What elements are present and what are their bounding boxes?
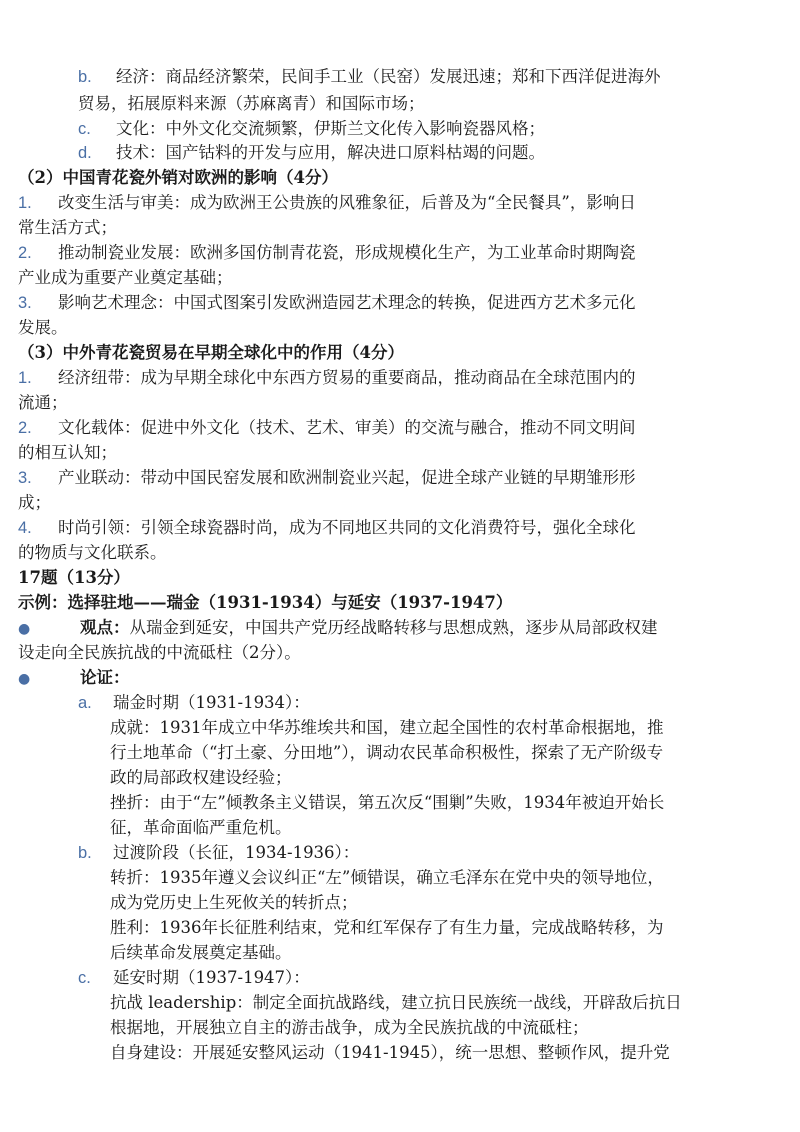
view-point xyxy=(18,618,658,640)
list-marker: 2. xyxy=(18,419,32,437)
list-item-continuation: 贸易，拓展原料来源（苏麻离青）和国际市场； xyxy=(78,94,425,113)
point-line: 抗战 leadership：制定全面抗战路线，建立抗日民族统一战线，开辟敌后抗日 xyxy=(110,993,682,1012)
list-item-continuation: 发展。 xyxy=(18,318,68,337)
list-item xyxy=(78,143,545,165)
list-item-text: 技术：国产钴料的开发与应用，解决进口原料枯竭的问题。 xyxy=(116,143,545,162)
list-marker: a. xyxy=(78,694,92,712)
list-item xyxy=(18,293,636,315)
period-heading xyxy=(78,843,359,865)
list-marker: 4. xyxy=(18,519,32,537)
list-item-text: 影响艺术理念：中国式图案引发欧洲造园艺术理念的转换，促进西方艺术多元化 xyxy=(58,293,636,312)
view-continuation: 设走向全民族抗战的中流砥柱（2分）。 xyxy=(18,643,301,662)
point-line: 后续革命发展奠定基础。 xyxy=(110,943,292,962)
list-item-continuation: 成； xyxy=(18,493,51,512)
list-item xyxy=(78,119,545,141)
question-title: 17题（13分） xyxy=(18,568,130,587)
point-line: 挫折：由于“左”倾教条主义错误，第五次反“围剿”失败，1934年被迫开始长 xyxy=(110,793,665,812)
list-item-text: 推动制瓷业发展：欧洲多国仿制青花瓷，形成规模化生产，为工业革命时期陶瓷 xyxy=(58,243,636,262)
point-line: 胜利：1936年长征胜利结束，党和红军保存了有生力量，完成战略转移，为 xyxy=(110,918,664,937)
period-heading xyxy=(78,968,310,990)
section-heading: （2）中国青花瓷外销对欧洲的影响（4分） xyxy=(18,168,338,187)
point-line: 自身建设：开展延安整风运动（1941-1945），统一思想、整顿作风，提升党 xyxy=(110,1043,670,1062)
bullet-icon: ● xyxy=(18,621,31,637)
list-item-text: 经济纽带：成为早期全球化中东西方贸易的重要商品，推动商品在全球范围内的 xyxy=(58,368,636,387)
list-item-continuation: 流通； xyxy=(18,393,68,412)
period-title: 过渡阶段（长征，1934-1936）： xyxy=(113,843,360,862)
list-marker: 3. xyxy=(18,294,32,312)
argue-label: 论证： xyxy=(80,668,130,687)
list-marker: 3. xyxy=(18,469,32,487)
list-item-text: 经济：商品经济繁荣，民间手工业（民窑）发展迅速；郑和下西洋促进海外 xyxy=(116,67,661,86)
list-item-text: 文化：中外文化交流频繁，伊斯兰文化传入影响瓷器风格； xyxy=(116,119,545,138)
bullet-icon: ● xyxy=(18,671,31,687)
list-item-continuation: 产业成为重要产业奠定基础； xyxy=(18,268,233,287)
point-line: 根据地，开展独立自主的游击战争，成为全民族抗战的中流砥柱； xyxy=(110,1018,589,1037)
period-title: 延安时期（1937-1947）： xyxy=(113,968,310,987)
point-line: 行土地革命（“打土豪、分田地”），调动农民革命积极性，探索了无产阶级专 xyxy=(110,743,664,762)
list-marker: b. xyxy=(78,844,92,862)
point-line: 政的局部政权建设经验； xyxy=(110,768,292,787)
list-marker: c. xyxy=(78,120,91,138)
argument-heading xyxy=(18,668,130,690)
list-item xyxy=(18,193,636,215)
view-text: 从瑞金到延安，中国共产党历经战略转移与思想成熟，逐步从局部政权建 xyxy=(129,618,658,637)
section-heading: （3）中外青花瓷贸易在早期全球化中的作用（4分） xyxy=(18,343,404,362)
point-line: 成就：1931年成立中华苏维埃共和国，建立起全国性的农村革命根据地，推 xyxy=(110,718,664,737)
period-heading xyxy=(78,693,310,715)
list-item-text: 产业联动：带动中国民窑发展和欧洲制瓷业兴起，促进全球产业链的早期雏形形 xyxy=(58,468,636,487)
point-line: 成为党历史上生死攸关的转折点； xyxy=(110,893,358,912)
list-item-continuation: 的相互认知； xyxy=(18,443,117,462)
point-line: 征，革命面临严重危机。 xyxy=(110,818,292,837)
list-item-text: 改变生活与审美：成为欧洲王公贵族的风雅象征，后普及为“全民餐具”，影响日 xyxy=(58,193,636,212)
list-item xyxy=(18,418,636,440)
list-marker: c. xyxy=(78,969,91,987)
list-marker: 1. xyxy=(18,194,32,212)
list-item-continuation: 的物质与文化联系。 xyxy=(18,543,167,562)
list-item-text: 文化载体：促进中外文化（技术、艺术、审美）的交流与融合，推动不同文明间 xyxy=(58,418,636,437)
list-item xyxy=(18,243,636,265)
view-label: 观点： xyxy=(80,618,130,637)
list-marker: d. xyxy=(78,144,92,162)
list-item-text: 时尚引领：引领全球瓷器时尚，成为不同地区共同的文化消费符号，强化全球化 xyxy=(58,518,636,537)
list-marker: 2. xyxy=(18,244,32,262)
example-heading: 示例：选择驻地——瑞金（1931-1934）与延安（1937-1947） xyxy=(18,593,513,612)
list-marker: b. xyxy=(78,68,92,86)
list-item xyxy=(18,368,636,390)
point-line: 转折：1935年遵义会议纠正“左”倾错误，确立毛泽东在党中央的领导地位， xyxy=(110,868,664,887)
list-item xyxy=(18,518,636,540)
list-item xyxy=(18,468,636,490)
list-marker: 1. xyxy=(18,369,32,387)
period-title: 瑞金时期（1931-1934）： xyxy=(113,693,310,712)
list-item-continuation: 常生活方式； xyxy=(18,218,117,237)
list-item xyxy=(78,67,661,89)
